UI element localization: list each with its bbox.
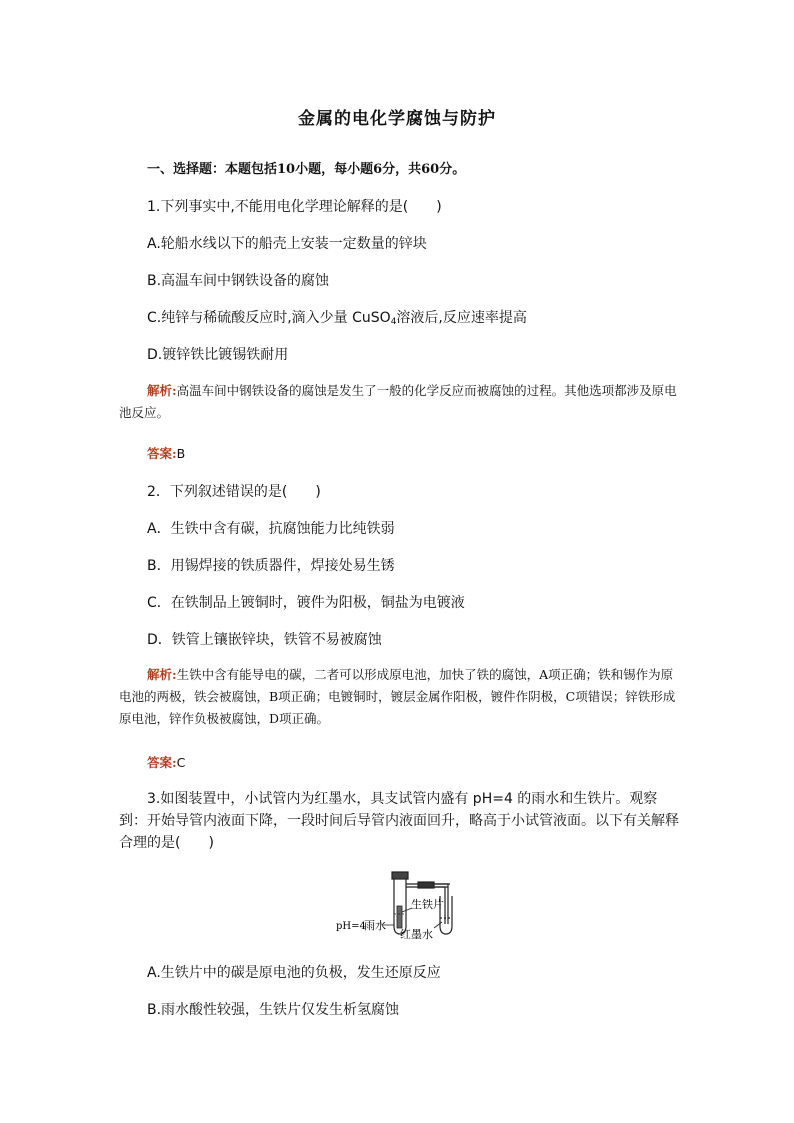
q1-option-a: A.轮船水线以下的船壳上安装一定数量的锌块 [147, 236, 427, 252]
q1-answer-label: 答案: [147, 446, 177, 461]
apparatus-figure [330, 868, 480, 940]
label-ph: pH=4 [336, 921, 366, 932]
q1-option-c-subscript: 4 [390, 317, 397, 327]
q1-option-c-text: C.纯锌与稀硫酸反应时,滴入少量 CuSO [147, 310, 391, 326]
q2-explanation-label: 解析: [147, 667, 177, 682]
q1-option-c [147, 307, 527, 327]
q2-option-b: B．用锡焊接的铁质器件，焊接处易生锈 [147, 558, 395, 574]
iron-piece [397, 906, 402, 928]
q1-explanation-text: 高温车间中钢铁设备的腐蚀是发生了一般的化学反应而被腐蚀的过程。其他选项都涉及原电池反应。 [119, 383, 677, 420]
q3-option-a: A.生铁片中的碳是原电池的负极，发生还原反应 [147, 965, 441, 981]
q1-answer [147, 444, 185, 462]
q2-answer [147, 753, 185, 771]
section-header: 一、选择题：本题包括10小题，每小题6分，共60分。 [147, 162, 466, 177]
q2-option-c: C．在铁制品上镀铜时，镀件为阳极，铜盐为电镀液 [147, 595, 465, 611]
q1-explanation-label: 解析: [147, 383, 177, 398]
q2-explanation-text: 生铁中含有能导电的碳，二者可以形成原电池，加快了铁的腐蚀，A项正确；铁和锡作为原电池的两极，铁会被腐蚀，B项正确；电镀铜时，镀层金属作阳极，镀件作阴极，C项错误；锌铁形成原电池，锌作负极被腐蚀，D项正确。 [119, 667, 676, 726]
label-ink: 红墨水 [400, 928, 433, 940]
q2-option-d: D．铁管上镶嵌锌块，铁管不易被腐蚀 [147, 632, 382, 648]
q2-option-a: A．生铁中含有碳，抗腐蚀能力比纯铁弱 [147, 521, 395, 537]
label-rain: 雨水 [364, 919, 386, 932]
q1-stem: 1.下列事实中,不能用电化学理论解释的是( ) [147, 199, 442, 215]
q1-option-d: D.镀锌铁比镀锡铁耐用 [147, 347, 289, 363]
q1-option-c-tail: 溶液后,反应速率提高 [396, 310, 527, 326]
q1-option-b: B.高温车间中钢铁设备的腐蚀 [147, 273, 330, 289]
q2-stem: 2．下列叙述错误的是( ) [147, 484, 321, 500]
q3-stem: 3.如图装置中，小试管内为红墨水，具支试管内盛有 pH=4 的雨水和生铁片。观察到：开始导管内液面下降，一段时间后导管内液面回升，略高于小试管液面。以下有关解释合理的是( ) [119, 791, 679, 851]
q1-answer-value: B [176, 446, 186, 461]
q1-explanation [119, 380, 679, 424]
q2-explanation [119, 664, 679, 730]
q2-answer-label: 答案: [147, 755, 177, 770]
page-title: 金属的电化学腐蚀与防护 [298, 109, 496, 129]
label-iron: 生铁片 [411, 898, 444, 911]
q3-option-b: B.雨水酸性较强，生铁片仅发生析氢腐蚀 [147, 1002, 400, 1018]
q2-answer-value: C [176, 755, 186, 770]
